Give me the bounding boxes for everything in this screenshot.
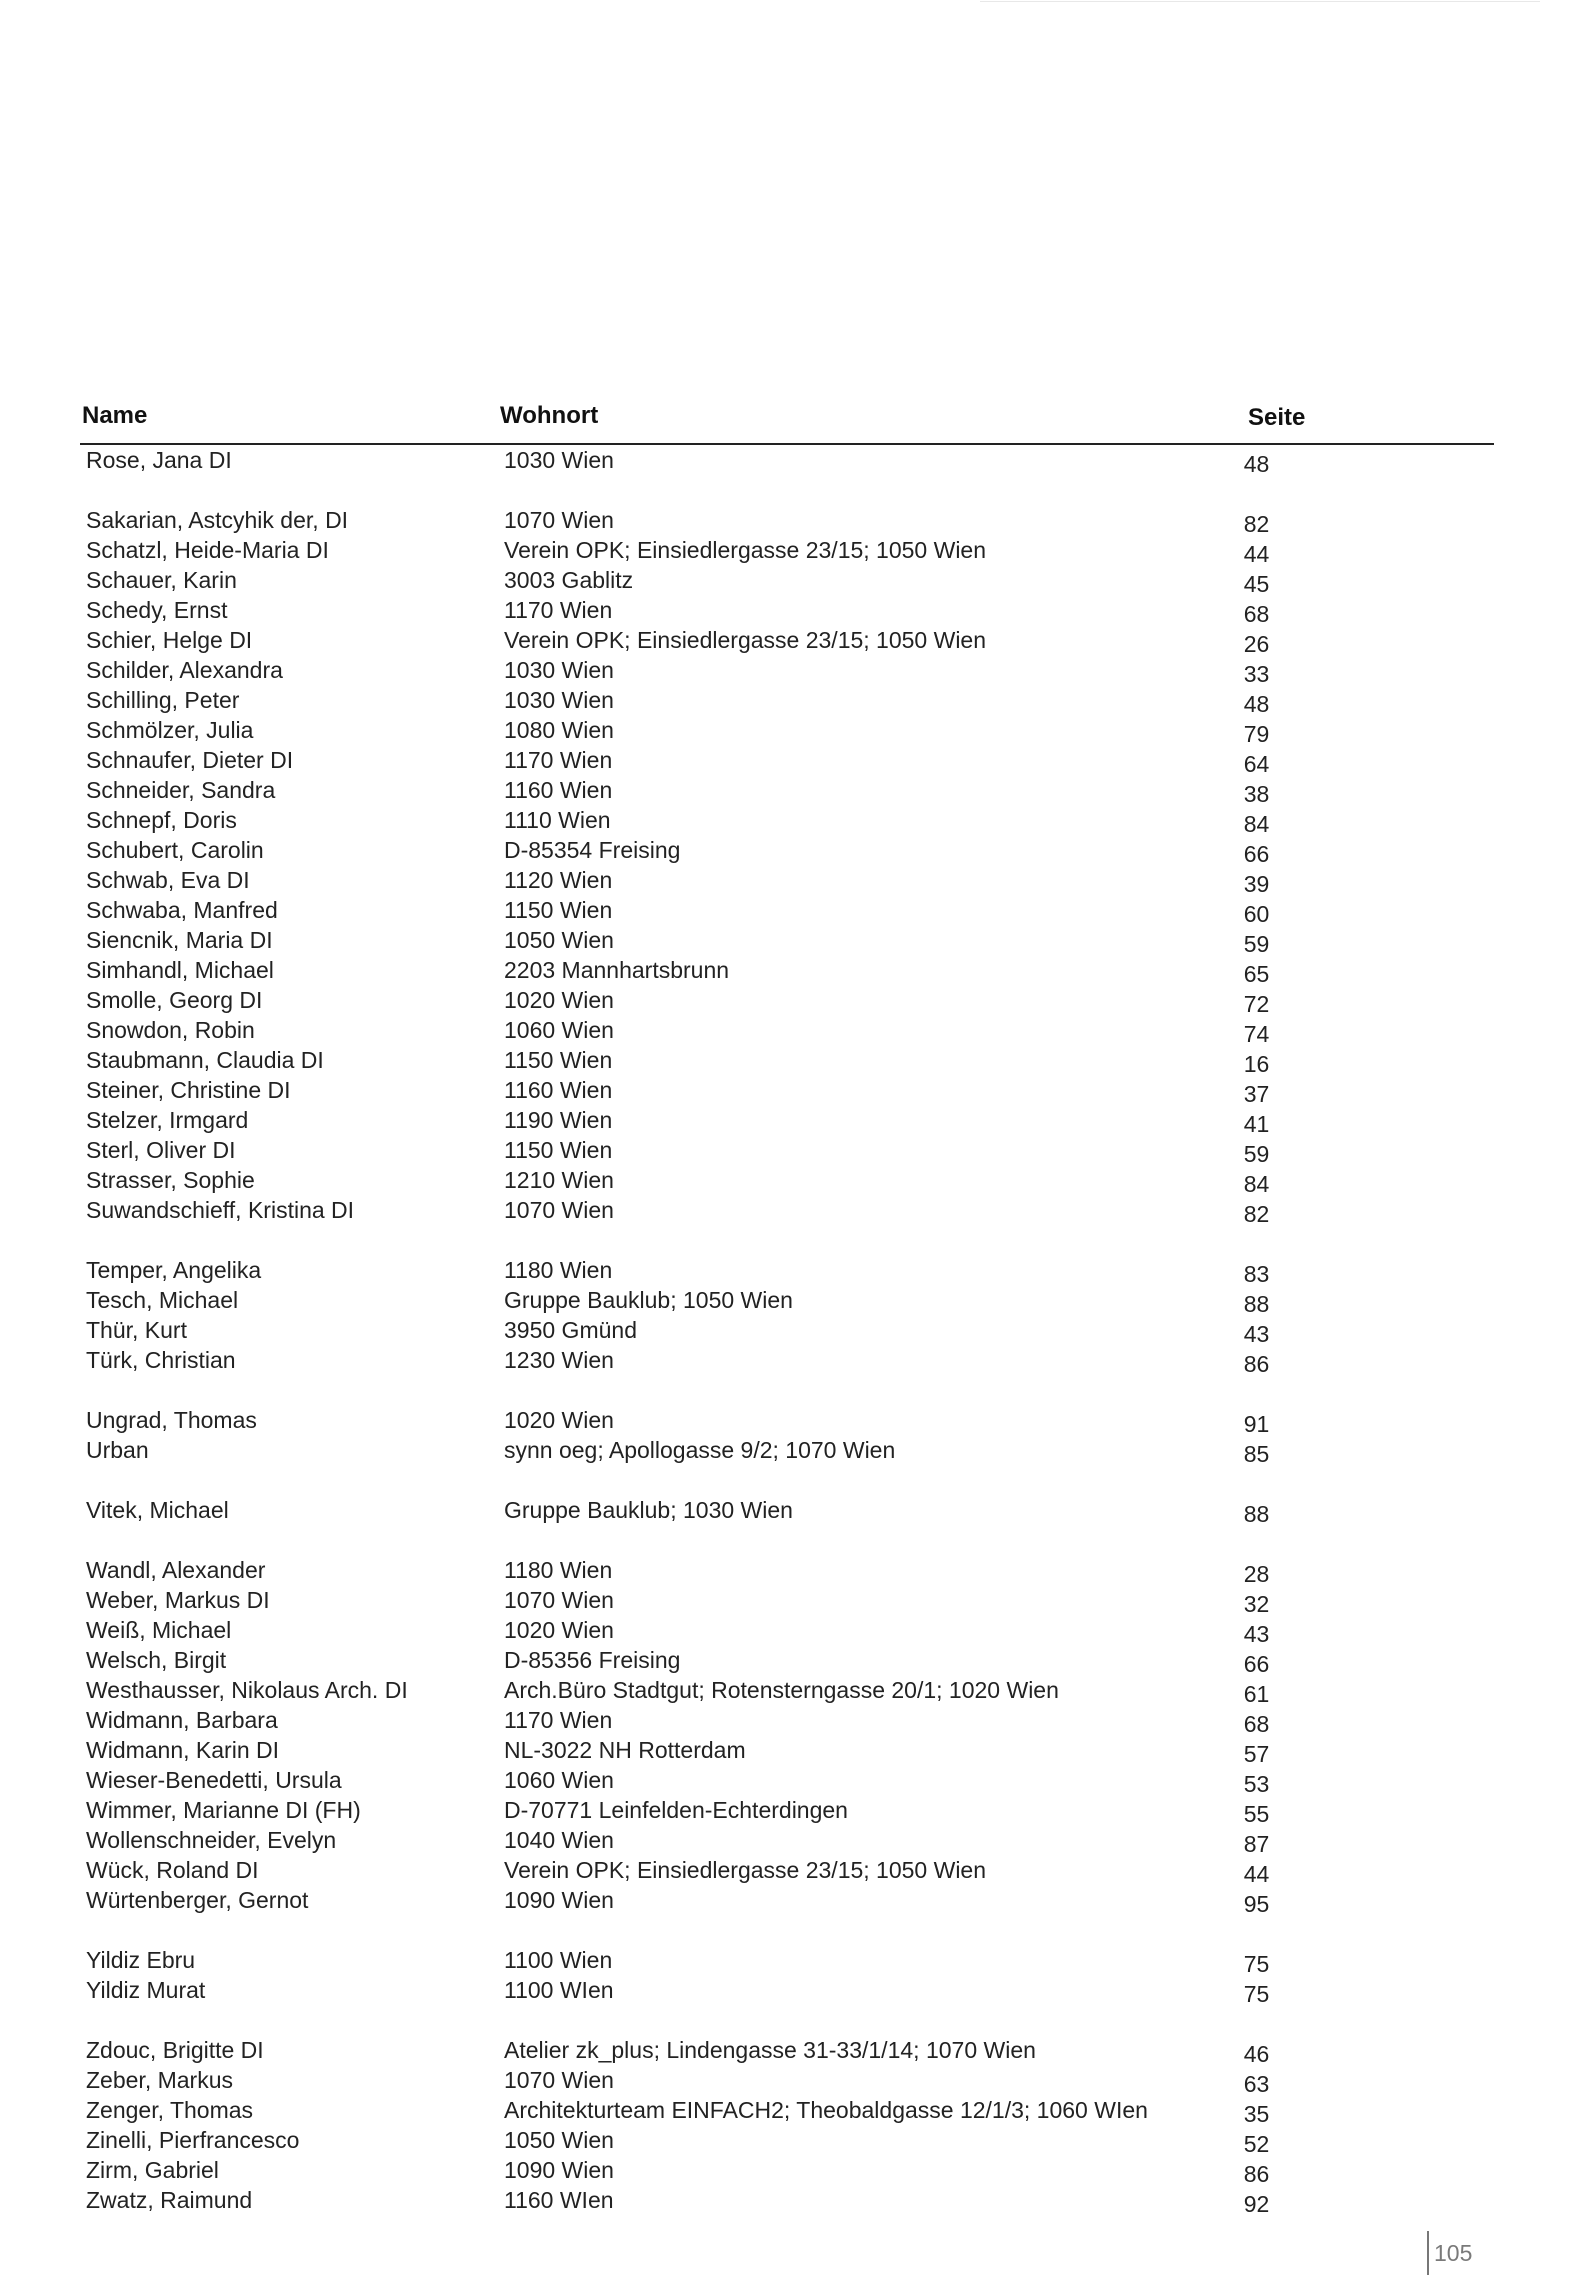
entry-seite: 32 <box>1243 1591 1270 1617</box>
entry-seite: 33 <box>1243 661 1270 687</box>
entry-wohnort: D-85356 Freising <box>504 1647 681 1673</box>
entry-wohnort: 1030 Wien <box>504 657 614 683</box>
entry-name: Wandl, Alexander <box>86 1557 266 1583</box>
entry-name: Wieser-Benedetti, Ursula <box>86 1767 342 1793</box>
entry-seite: 72 <box>1243 991 1270 1017</box>
entry-seite: 74 <box>1243 1021 1270 1047</box>
entry-wohnort: Verein OPK; Einsiedlergasse 23/15; 1050 Wien <box>504 537 987 563</box>
entry-seite: 16 <box>1243 1051 1270 1077</box>
table-row <box>0 1437 1576 1467</box>
entry-wohnort: Atelier zk_plus; Lindengasse 31-33/1/14; 1070 Wien <box>504 2037 1036 2063</box>
entry-name: Zirm, Gabriel <box>86 2157 219 2183</box>
entry-name: Temper, Angelika <box>86 1257 262 1283</box>
entry-wohnort: 1230 Wien <box>504 1347 614 1373</box>
entry-wohnort: NL-3022 NH Rotterdam <box>504 1737 746 1763</box>
table-row <box>0 1707 1576 1737</box>
entry-name: Schwaba, Manfred <box>86 897 278 923</box>
entry-wohnort: 1050 Wien <box>504 2127 614 2153</box>
header-seite: Seite <box>1248 404 1306 431</box>
entry-name: Schilder, Alexandra <box>86 657 283 683</box>
entry-wohnort: Gruppe Bauklub; 1050 Wien <box>504 1287 793 1313</box>
table-row <box>0 1887 1576 1917</box>
entry-name: Yildiz Murat <box>86 1977 206 2003</box>
entry-name: Zinelli, Pierfrancesco <box>86 2127 300 2153</box>
entry-name: Schnaufer, Dieter DI <box>86 747 294 773</box>
entry-wohnort: 1160 Wien <box>504 777 613 803</box>
entry-wohnort: 1100 Wien <box>504 1947 613 1973</box>
entry-wohnort: 1150 Wien <box>504 1047 613 1073</box>
entry-seite: 84 <box>1243 811 1270 837</box>
entry-wohnort: 1110 Wien <box>504 807 611 833</box>
page-number <box>1427 2231 1472 2275</box>
entry-seite: 85 <box>1243 1441 1270 1467</box>
entry-name: Würtenberger, Gernot <box>86 1887 309 1913</box>
entry-name: Zenger, Thomas <box>86 2097 254 2123</box>
entry-wohnort: Verein OPK; Einsiedlergasse 23/15; 1050 Wien <box>504 1857 987 1883</box>
table-row <box>0 747 1576 777</box>
table-row <box>0 1167 1576 1197</box>
entry-name: Weber, Markus DI <box>86 1587 270 1613</box>
entry-wohnort: 1190 Wien <box>504 1107 613 1133</box>
table-row <box>0 837 1576 867</box>
entry-wohnort: 1070 Wien <box>504 507 614 533</box>
entry-name: Wollenschneider, Evelyn <box>86 1827 337 1853</box>
top-edge-line <box>980 1 1540 2</box>
entry-name: Schatzl, Heide-Maria DI <box>86 537 329 563</box>
entry-name: Weiß, Michael <box>86 1617 232 1643</box>
entry-seite: 43 <box>1243 1321 1270 1347</box>
entry-name: Steiner, Christine DI <box>86 1077 291 1103</box>
table-row <box>0 927 1576 957</box>
entry-wohnort: 1180 Wien <box>504 1257 613 1283</box>
table-row <box>0 777 1576 807</box>
entry-seite: 39 <box>1243 871 1270 897</box>
entry-seite: 26 <box>1243 631 1270 657</box>
table-row <box>0 657 1576 687</box>
entry-seite: 64 <box>1243 751 1270 777</box>
entry-seite: 35 <box>1243 2101 1270 2127</box>
entry-wohnort: 1170 Wien <box>504 1707 613 1733</box>
entry-wohnort: synn oeg; Apollogasse 9/2; 1070 Wien <box>504 1437 896 1463</box>
entry-seite: 59 <box>1243 931 1270 957</box>
entry-wohnort: 1060 Wien <box>504 1767 614 1793</box>
entry-name: Staubmann, Claudia DI <box>86 1047 324 1073</box>
header-rule <box>80 443 1494 445</box>
entry-seite: 46 <box>1243 2041 1270 2067</box>
entry-name: Rose, Jana DI <box>86 447 232 473</box>
entry-wohnort: 1070 Wien <box>504 2067 614 2093</box>
entry-seite: 28 <box>1243 1561 1270 1587</box>
entry-name: Westhausser, Nikolaus Arch. DI <box>86 1677 408 1703</box>
table-row <box>0 1287 1576 1317</box>
entry-name: Türk, Christian <box>86 1347 236 1373</box>
entry-seite: 65 <box>1243 961 1270 987</box>
entry-wohnort: Architekturteam EINFACH2; Theobaldgasse 12/1/3; 1060 WIen <box>504 2097 1148 2123</box>
entry-seite: 68 <box>1243 1711 1270 1737</box>
entry-wohnort: 1030 Wien <box>504 687 614 713</box>
entry-name: Simhandl, Michael <box>86 957 274 983</box>
table-row <box>0 1677 1576 1707</box>
table-row <box>0 1497 1576 1527</box>
table-row <box>0 807 1576 837</box>
entry-name: Widmann, Barbara <box>86 1707 278 1733</box>
entry-wohnort: 1170 Wien <box>504 597 613 623</box>
table-row <box>0 1737 1576 1767</box>
entry-name: Snowdon, Robin <box>86 1017 255 1043</box>
entry-name: Siencnik, Maria DI <box>86 927 273 953</box>
entry-seite: 75 <box>1243 1981 1270 2007</box>
entry-name: Vitek, Michael <box>86 1497 229 1523</box>
entry-seite: 55 <box>1243 1801 1270 1827</box>
table-row <box>0 1797 1576 1827</box>
table-row <box>0 2067 1576 2097</box>
entry-seite: 53 <box>1243 1771 1270 1797</box>
entry-wohnort: 1040 Wien <box>504 1827 614 1853</box>
entry-wohnort: 1020 Wien <box>504 1617 614 1643</box>
entry-seite: 41 <box>1243 1111 1270 1137</box>
table-row <box>0 1947 1576 1977</box>
entry-wohnort: 1180 Wien <box>504 1557 613 1583</box>
entry-name: Widmann, Karin DI <box>86 1737 280 1763</box>
entry-wohnort: 1150 Wien <box>504 897 613 923</box>
entry-seite: 87 <box>1243 1831 1270 1857</box>
entry-name: Tesch, Michael <box>86 1287 239 1313</box>
entry-seite: 43 <box>1243 1621 1270 1647</box>
entry-name: Sterl, Oliver DI <box>86 1137 236 1163</box>
table-row <box>0 1647 1576 1677</box>
table-row <box>0 1587 1576 1617</box>
entry-seite: 45 <box>1243 571 1270 597</box>
entry-seite: 83 <box>1243 1261 1270 1287</box>
entry-name: Schilling, Peter <box>86 687 240 713</box>
table-row <box>0 537 1576 567</box>
table-row <box>0 1977 1576 2007</box>
table-row <box>0 717 1576 747</box>
entry-wohnort: D-85354 Freising <box>504 837 681 863</box>
entry-wohnort: 1050 Wien <box>504 927 614 953</box>
table-row <box>0 897 1576 927</box>
table-row <box>0 1347 1576 1377</box>
entry-seite: 91 <box>1243 1411 1270 1437</box>
entry-wohnort: 1120 Wien <box>504 867 613 893</box>
entry-name: Schauer, Karin <box>86 567 237 593</box>
entry-wohnort: 1170 Wien <box>504 747 613 773</box>
entry-seite: 84 <box>1243 1171 1270 1197</box>
entry-seite: 57 <box>1243 1741 1270 1767</box>
entry-seite: 82 <box>1243 1201 1270 1227</box>
table-row <box>0 1407 1576 1437</box>
entry-name: Sakarian, Astcyhik der, DI <box>86 507 349 533</box>
entry-seite: 61 <box>1243 1681 1270 1707</box>
entry-seite: 37 <box>1243 1081 1270 1107</box>
entry-wohnort: 1090 Wien <box>504 2157 614 2183</box>
entry-wohnort: D-70771 Leinfelden-Echterdingen <box>504 1797 848 1823</box>
entry-name: Schnepf, Doris <box>86 807 237 833</box>
entry-seite: 44 <box>1243 1861 1270 1887</box>
table-row <box>0 567 1576 597</box>
entry-wohnort: 2203 Mannhartsbrunn <box>504 957 730 983</box>
table-row <box>0 1257 1576 1287</box>
entry-seite: 92 <box>1243 2191 1270 2217</box>
table-row <box>0 1047 1576 1077</box>
table-row <box>0 1317 1576 1347</box>
entry-name: Wück, Roland DI <box>86 1857 259 1883</box>
table-row <box>0 1767 1576 1797</box>
entry-wohnort: 1080 Wien <box>504 717 614 743</box>
entry-seite: 82 <box>1243 511 1270 537</box>
table-row <box>0 1617 1576 1647</box>
table-row <box>0 687 1576 717</box>
entry-name: Ungrad, Thomas <box>86 1407 257 1433</box>
table-row <box>0 1197 1576 1227</box>
table-row <box>0 1827 1576 1857</box>
entry-wohnort: 1020 Wien <box>504 1407 614 1433</box>
header-name: Name <box>82 402 148 429</box>
entry-wohnort: Gruppe Bauklub; 1030 Wien <box>504 1497 793 1523</box>
entry-name: Schedy, Ernst <box>86 597 228 623</box>
entry-wohnort: 1100 WIen <box>504 1977 614 2003</box>
table-row <box>0 1017 1576 1047</box>
table-header <box>0 402 1576 442</box>
table-row <box>0 1077 1576 1107</box>
entry-wohnort: 1070 Wien <box>504 1587 614 1613</box>
entry-name: Urban <box>86 1437 149 1463</box>
entry-name: Strasser, Sophie <box>86 1167 255 1193</box>
entry-wohnort: 1160 Wien <box>504 1077 613 1103</box>
table-row <box>0 1857 1576 1887</box>
entry-name: Schubert, Carolin <box>86 837 264 863</box>
table-row <box>0 2157 1576 2187</box>
entry-wohnort: 1150 Wien <box>504 1137 613 1163</box>
entry-seite: 66 <box>1243 841 1270 867</box>
entry-wohnort: 3950 Gmünd <box>504 1317 637 1343</box>
entry-name: Welsch, Birgit <box>86 1647 227 1673</box>
entry-name: Zwatz, Raimund <box>86 2187 253 2213</box>
entry-wohnort: 1020 Wien <box>504 987 614 1013</box>
entry-seite: 48 <box>1243 451 1270 477</box>
entry-seite: 95 <box>1243 1891 1270 1917</box>
entry-name: Schmölzer, Julia <box>86 717 254 743</box>
entry-wohnort: 1070 Wien <box>504 1197 614 1223</box>
table-row <box>0 2187 1576 2217</box>
table-row <box>0 987 1576 1017</box>
directory-list <box>0 447 1576 2217</box>
table-row <box>0 597 1576 627</box>
entry-wohnort: 1090 Wien <box>504 1887 614 1913</box>
entry-name: Wimmer, Marianne DI (FH) <box>86 1797 361 1823</box>
entry-seite: 79 <box>1243 721 1270 747</box>
entry-name: Schwab, Eva DI <box>86 867 250 893</box>
entry-wohnort: 3003 Gablitz <box>504 567 634 593</box>
entry-wohnort: 1030 Wien <box>504 447 614 473</box>
table-row <box>0 2127 1576 2157</box>
entry-name: Schneider, Sandra <box>86 777 276 803</box>
entry-seite: 88 <box>1243 1501 1270 1527</box>
entry-seite: 86 <box>1243 1351 1270 1377</box>
entry-seite: 48 <box>1243 691 1270 717</box>
entry-name: Yildiz Ebru <box>86 1947 196 1973</box>
entry-wohnort: Verein OPK; Einsiedlergasse 23/15; 1050 Wien <box>504 627 987 653</box>
table-row <box>0 2037 1576 2067</box>
table-row <box>0 627 1576 657</box>
entry-name: Zeber, Markus <box>86 2067 233 2093</box>
entry-name: Stelzer, Irmgard <box>86 1107 249 1133</box>
entry-seite: 44 <box>1243 541 1270 567</box>
table-row <box>0 1107 1576 1137</box>
entry-wohnort: Arch.Büro Stadtgut; Rotensterngasse 20/1; 1020 Wien <box>504 1677 1059 1703</box>
entry-name: Smolle, Georg DI <box>86 987 263 1013</box>
entry-seite: 75 <box>1243 1951 1270 1977</box>
table-row <box>0 2097 1576 2127</box>
table-row <box>0 957 1576 987</box>
table-row <box>0 867 1576 897</box>
entry-seite: 63 <box>1243 2071 1270 2097</box>
page-number-text: 105 <box>1434 2240 1473 2266</box>
table-row <box>0 1557 1576 1587</box>
entry-seite: 88 <box>1243 1291 1270 1317</box>
entry-seite: 60 <box>1243 901 1270 927</box>
entry-name: Zdouc, Brigitte DI <box>86 2037 264 2063</box>
table-row <box>0 447 1576 477</box>
entry-seite: 68 <box>1243 601 1270 627</box>
table-row <box>0 507 1576 537</box>
entry-wohnort: 1060 Wien <box>504 1017 614 1043</box>
entry-seite: 52 <box>1243 2131 1270 2157</box>
entry-seite: 38 <box>1243 781 1270 807</box>
entry-wohnort: 1210 Wien <box>504 1167 614 1193</box>
entry-seite: 66 <box>1243 1651 1270 1677</box>
table-row <box>0 1137 1576 1167</box>
header-wohnort: Wohnort <box>500 402 599 429</box>
entry-name: Suwandschieff, Kristina DI <box>86 1197 355 1223</box>
entry-seite: 59 <box>1243 1141 1270 1167</box>
entry-name: Thür, Kurt <box>86 1317 187 1343</box>
entry-name: Schier, Helge DI <box>86 627 253 653</box>
entry-seite: 86 <box>1243 2161 1270 2187</box>
entry-wohnort: 1160 WIen <box>504 2187 614 2213</box>
